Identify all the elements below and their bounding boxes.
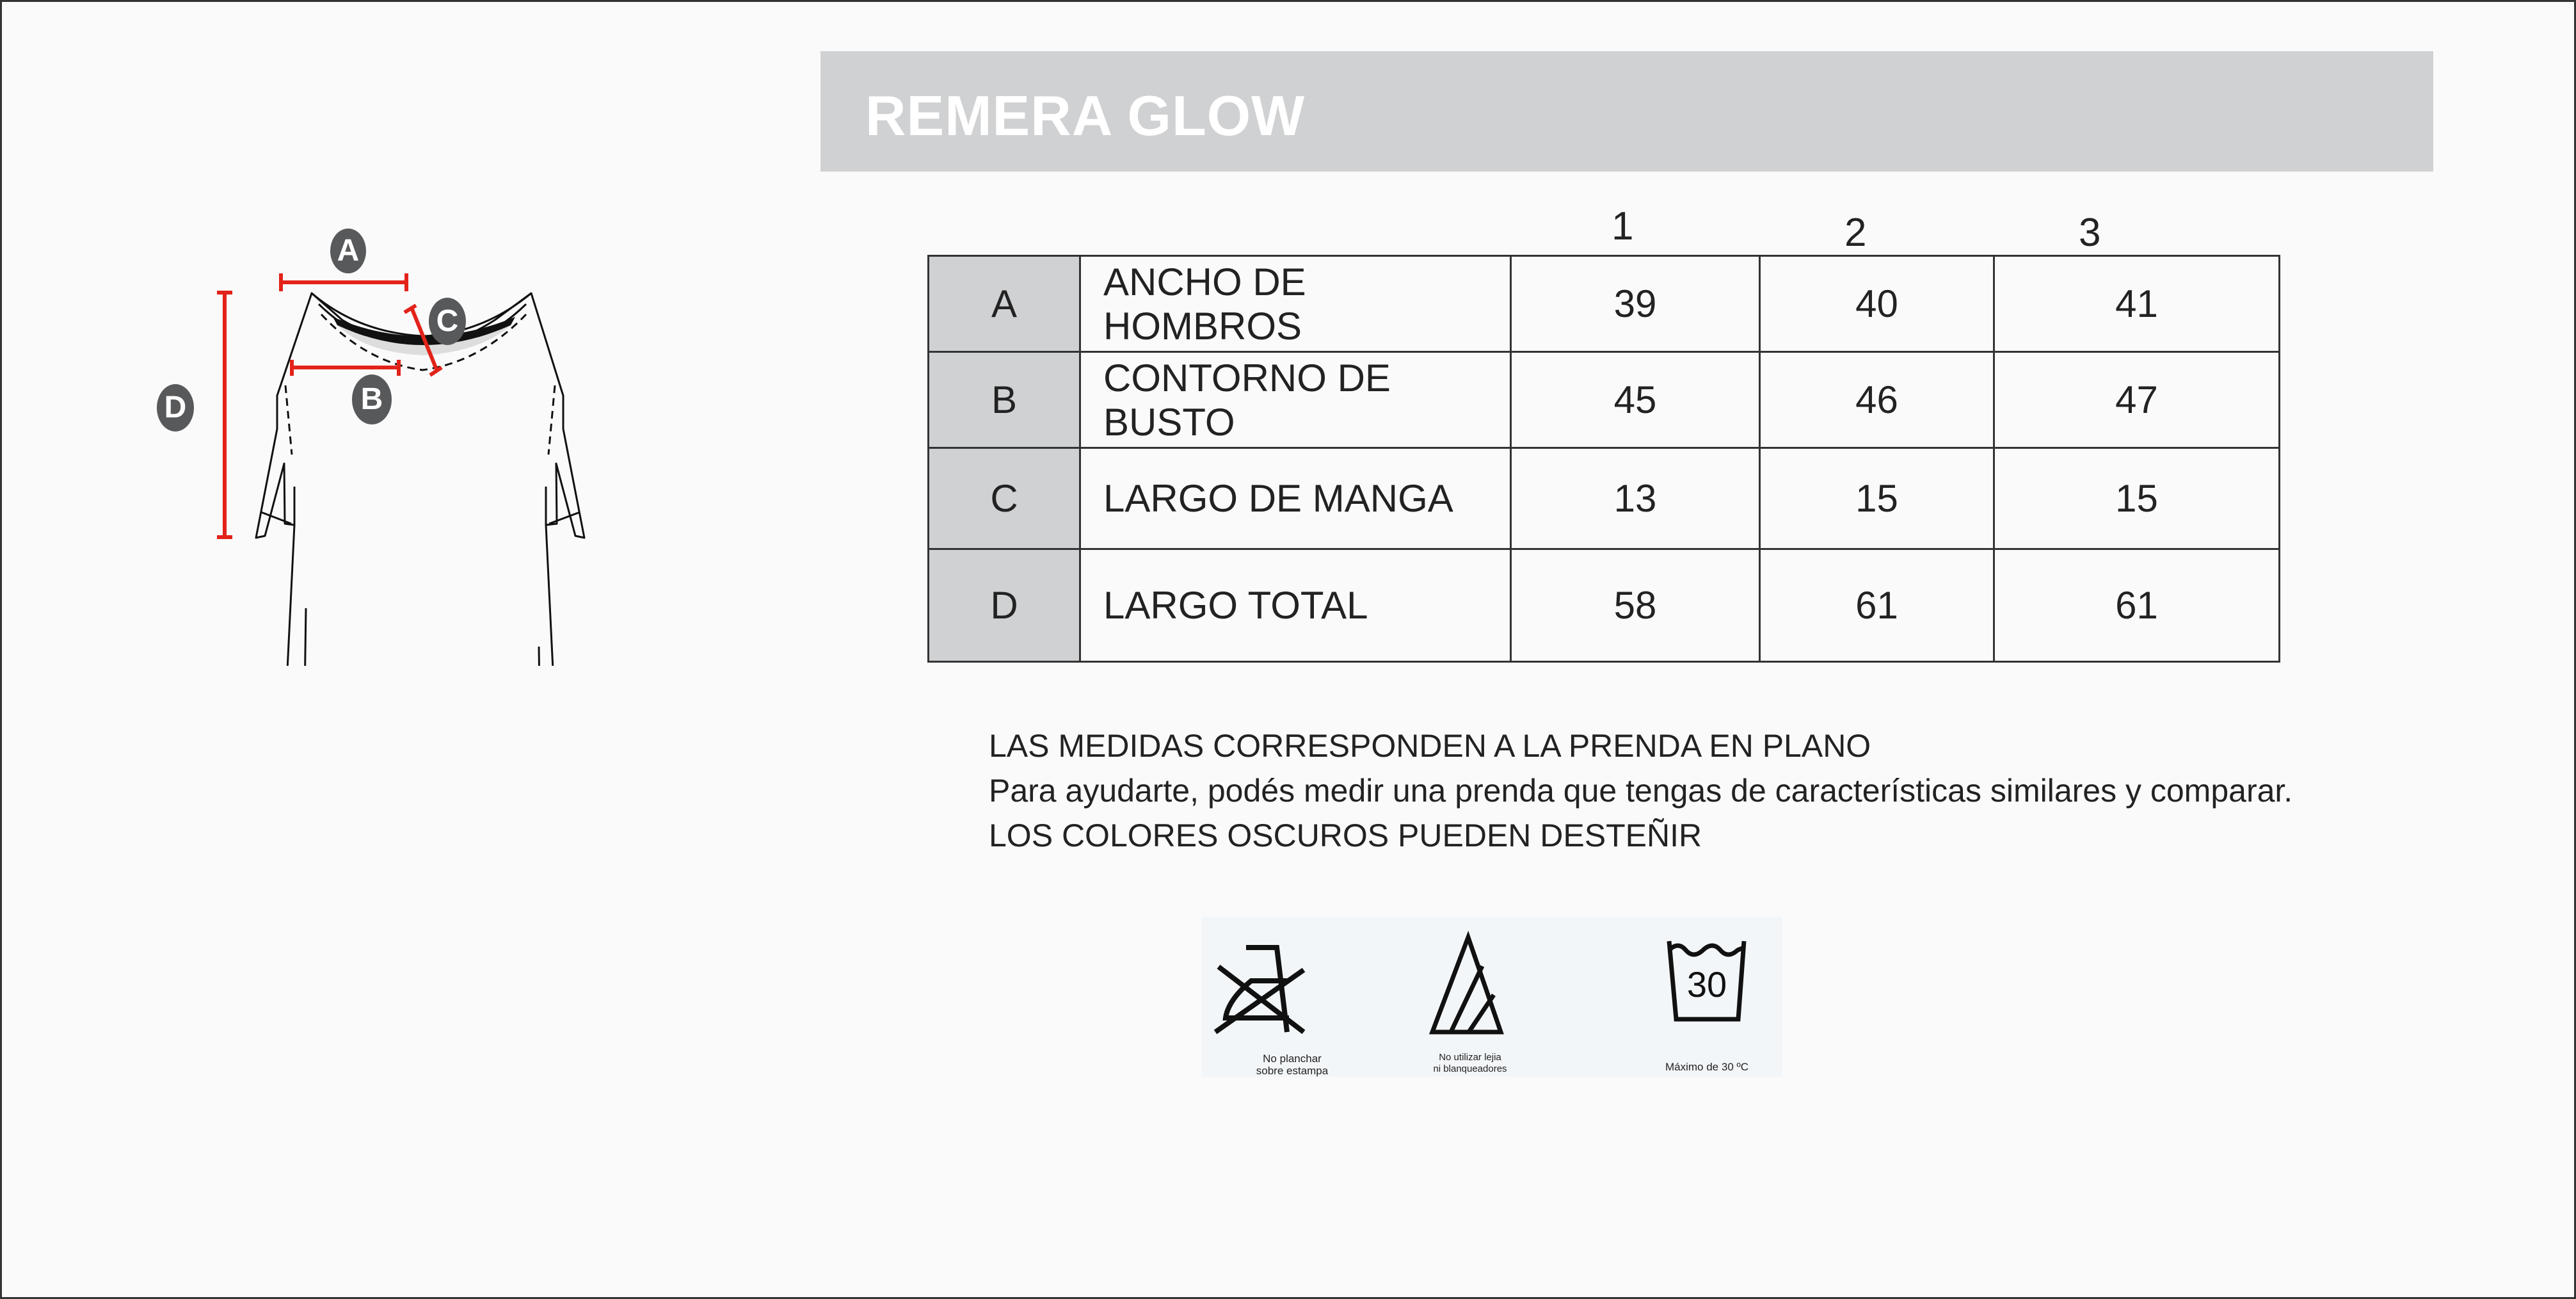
- care-item-no-bleach: [1393, 917, 1585, 1077]
- row-letter: D: [929, 549, 1080, 662]
- marker-c: C: [429, 298, 466, 345]
- size-table: [927, 255, 2280, 663]
- cell-value: 47: [1994, 352, 2280, 448]
- row-label: CONTORNO DE BUSTO: [1080, 352, 1511, 448]
- cell-value: 61: [1994, 549, 2280, 662]
- no-iron-icon: [1201, 917, 1393, 1038]
- table-row: [929, 256, 2280, 352]
- care-caption: Máximo de 30 ºC: [1665, 1061, 1748, 1073]
- tshirt-outline-icon: [147, 218, 710, 666]
- care-caption: No utilizar lejia: [1439, 1052, 1501, 1063]
- cell-value: 46: [1760, 352, 1994, 448]
- cell-value: 45: [1511, 352, 1760, 448]
- care-caption: sobre estampa: [1256, 1065, 1329, 1077]
- cell-value: 39: [1511, 256, 1760, 352]
- wash-30-icon: [1585, 917, 1777, 1038]
- cell-value: 15: [1994, 448, 2280, 549]
- tshirt-diagram: [147, 218, 710, 666]
- marker-d: D: [157, 384, 194, 432]
- note-compare: Para ayudarte, podés medir una prenda que tengas de características similares y comparar.: [989, 773, 2293, 809]
- marker-a: A: [330, 229, 366, 273]
- title-bar: [820, 51, 2433, 172]
- product-title: REMERA GLOW: [865, 84, 1306, 147]
- care-item-wash-30: [1585, 917, 1777, 1077]
- note-colors-fade: LOS COLORES OSCUROS PUEDEN DESTEÑIR: [989, 818, 1702, 853]
- cell-value: 40: [1760, 256, 1994, 352]
- cell-value: 13: [1511, 448, 1760, 549]
- size-header-2: 2: [1844, 211, 1867, 255]
- cell-value: 58: [1511, 549, 1760, 662]
- cell-value: 41: [1994, 256, 2280, 352]
- row-letter: C: [929, 448, 1080, 549]
- care-caption: No planchar: [1263, 1053, 1322, 1065]
- table-row: [929, 352, 2280, 448]
- row-label: LARGO DE MANGA: [1080, 448, 1511, 549]
- svg-text:30: 30: [1686, 964, 1727, 1005]
- care-instructions: [1201, 917, 1782, 1077]
- table-row: [929, 448, 2280, 549]
- table-row: [929, 549, 2280, 662]
- cell-value: 15: [1760, 448, 1994, 549]
- marker-b: B: [352, 375, 392, 424]
- measurement-notes: [989, 723, 2292, 858]
- row-letter: A: [929, 256, 1080, 352]
- size-header-1: 1: [1612, 204, 1634, 248]
- care-caption: ni blanqueadores: [1433, 1063, 1507, 1074]
- cell-value: 61: [1760, 549, 1994, 662]
- care-item-no-iron: [1201, 917, 1393, 1077]
- no-bleach-icon: [1393, 917, 1585, 1038]
- size-header-3: 3: [2079, 211, 2101, 255]
- row-letter: B: [929, 352, 1080, 448]
- note-flat-measure: LAS MEDIDAS CORRESPONDEN A LA PRENDA EN PLANO: [989, 728, 1871, 764]
- row-label: ANCHO DE HOMBROS: [1080, 256, 1511, 352]
- row-label: LARGO TOTAL: [1080, 549, 1511, 662]
